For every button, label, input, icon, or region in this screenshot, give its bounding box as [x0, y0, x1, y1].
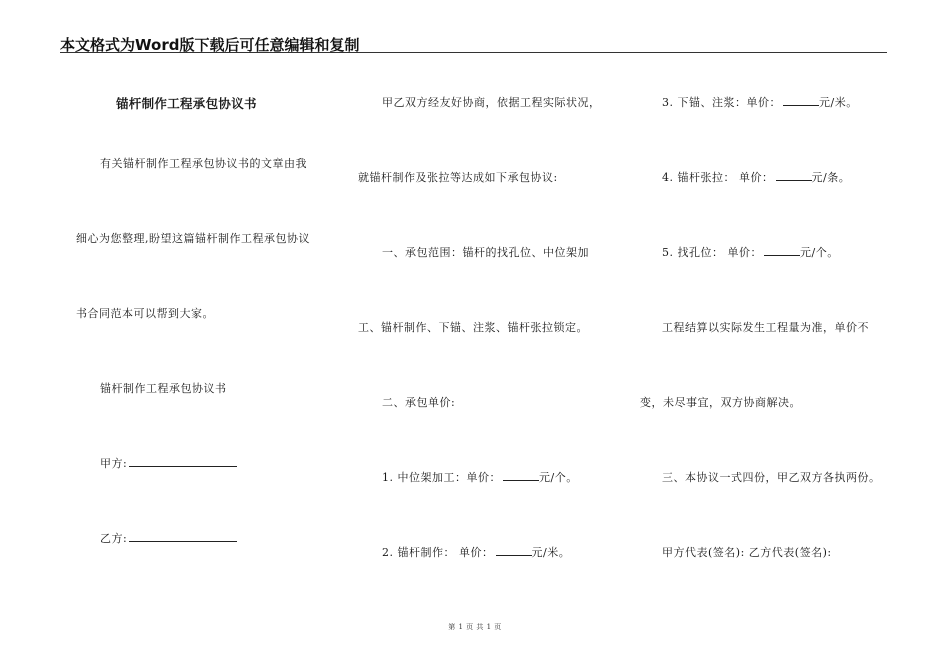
price-item-3	[662, 94, 858, 110]
price-item-3-unit: 元/米。	[819, 96, 858, 109]
intro-line-2: 细心为您整理,盼望这篇锚杆制作工程承包协议	[76, 232, 310, 245]
price-item-4-label: 4. 锚杆张拉： 单价：	[662, 171, 774, 184]
party-a-blank	[129, 465, 237, 467]
party-a-label: 甲方:	[100, 457, 128, 470]
agreement-subtitle: 锚杆制作工程承包协议书	[100, 382, 227, 395]
col2-paragraph-line-2: 就锚杆制作及张拉等达成如下承包协议:	[358, 171, 558, 184]
price-item-2-unit: 元/米。	[531, 546, 571, 559]
price-item-4-unit: 元/条。	[811, 171, 851, 184]
intro-line-1: 有关锚杆制作工程承包协议书的文章由我	[100, 157, 307, 170]
price-item-1-blank	[503, 479, 539, 481]
page-number: 第 1 页 共 1 页	[448, 623, 502, 631]
party-a-line	[100, 455, 237, 471]
price-item-1-unit: 元/个。	[539, 471, 578, 484]
price-item-2-blank	[496, 554, 532, 556]
price-item-4-blank	[776, 179, 812, 181]
settlement-line-2: 变，未尽事宜，双方协商解决。	[640, 396, 801, 409]
scope-continuation: 工、锚杆制作、下锚、注浆、锚杆张拉锁定。	[358, 321, 588, 334]
price-item-3-blank	[783, 104, 819, 106]
price-item-4	[662, 169, 850, 185]
col2-paragraph-line-1: 甲乙双方经友好协商，依据工程实际状况，	[382, 96, 601, 109]
document-title: 锚杆制作工程承包协议书	[116, 96, 257, 111]
price-item-2	[382, 544, 570, 560]
intro-line-3: 书合同范本可以帮到大家。	[76, 307, 214, 320]
copies-clause: 三、本协议一式四份，甲乙双方各执两份。	[662, 471, 881, 484]
banner-divider	[60, 52, 887, 53]
price-item-5-unit: 元/个。	[800, 246, 839, 259]
price-item-1	[382, 469, 578, 485]
party-b-blank	[129, 540, 237, 542]
unit-price-heading: 二、承包单价:	[382, 396, 456, 409]
download-banner: 本文格式为Word版下载后可任意编辑和复制	[60, 36, 360, 54]
scope-heading: 一、承包范围：锚杆的找孔位、中位架加	[382, 246, 589, 259]
price-item-5-blank	[764, 254, 800, 256]
signature-line: 甲方代表(签名): 乙方代表(签名):	[662, 546, 832, 559]
party-b-label: 乙方:	[100, 532, 128, 545]
price-item-5-label: 5. 找孔位： 单价：	[662, 246, 762, 259]
price-item-5	[662, 244, 839, 260]
price-item-2-label: 2. 锚杆制作： 单价：	[382, 546, 494, 559]
settlement-line-1: 工程结算以实际发生工程量为准，单价不	[662, 321, 869, 334]
price-item-1-label: 1. 中位架加工：单价：	[382, 471, 501, 484]
party-b-line	[100, 530, 237, 546]
price-item-3-label: 3. 下锚、注浆：单价：	[662, 96, 781, 109]
